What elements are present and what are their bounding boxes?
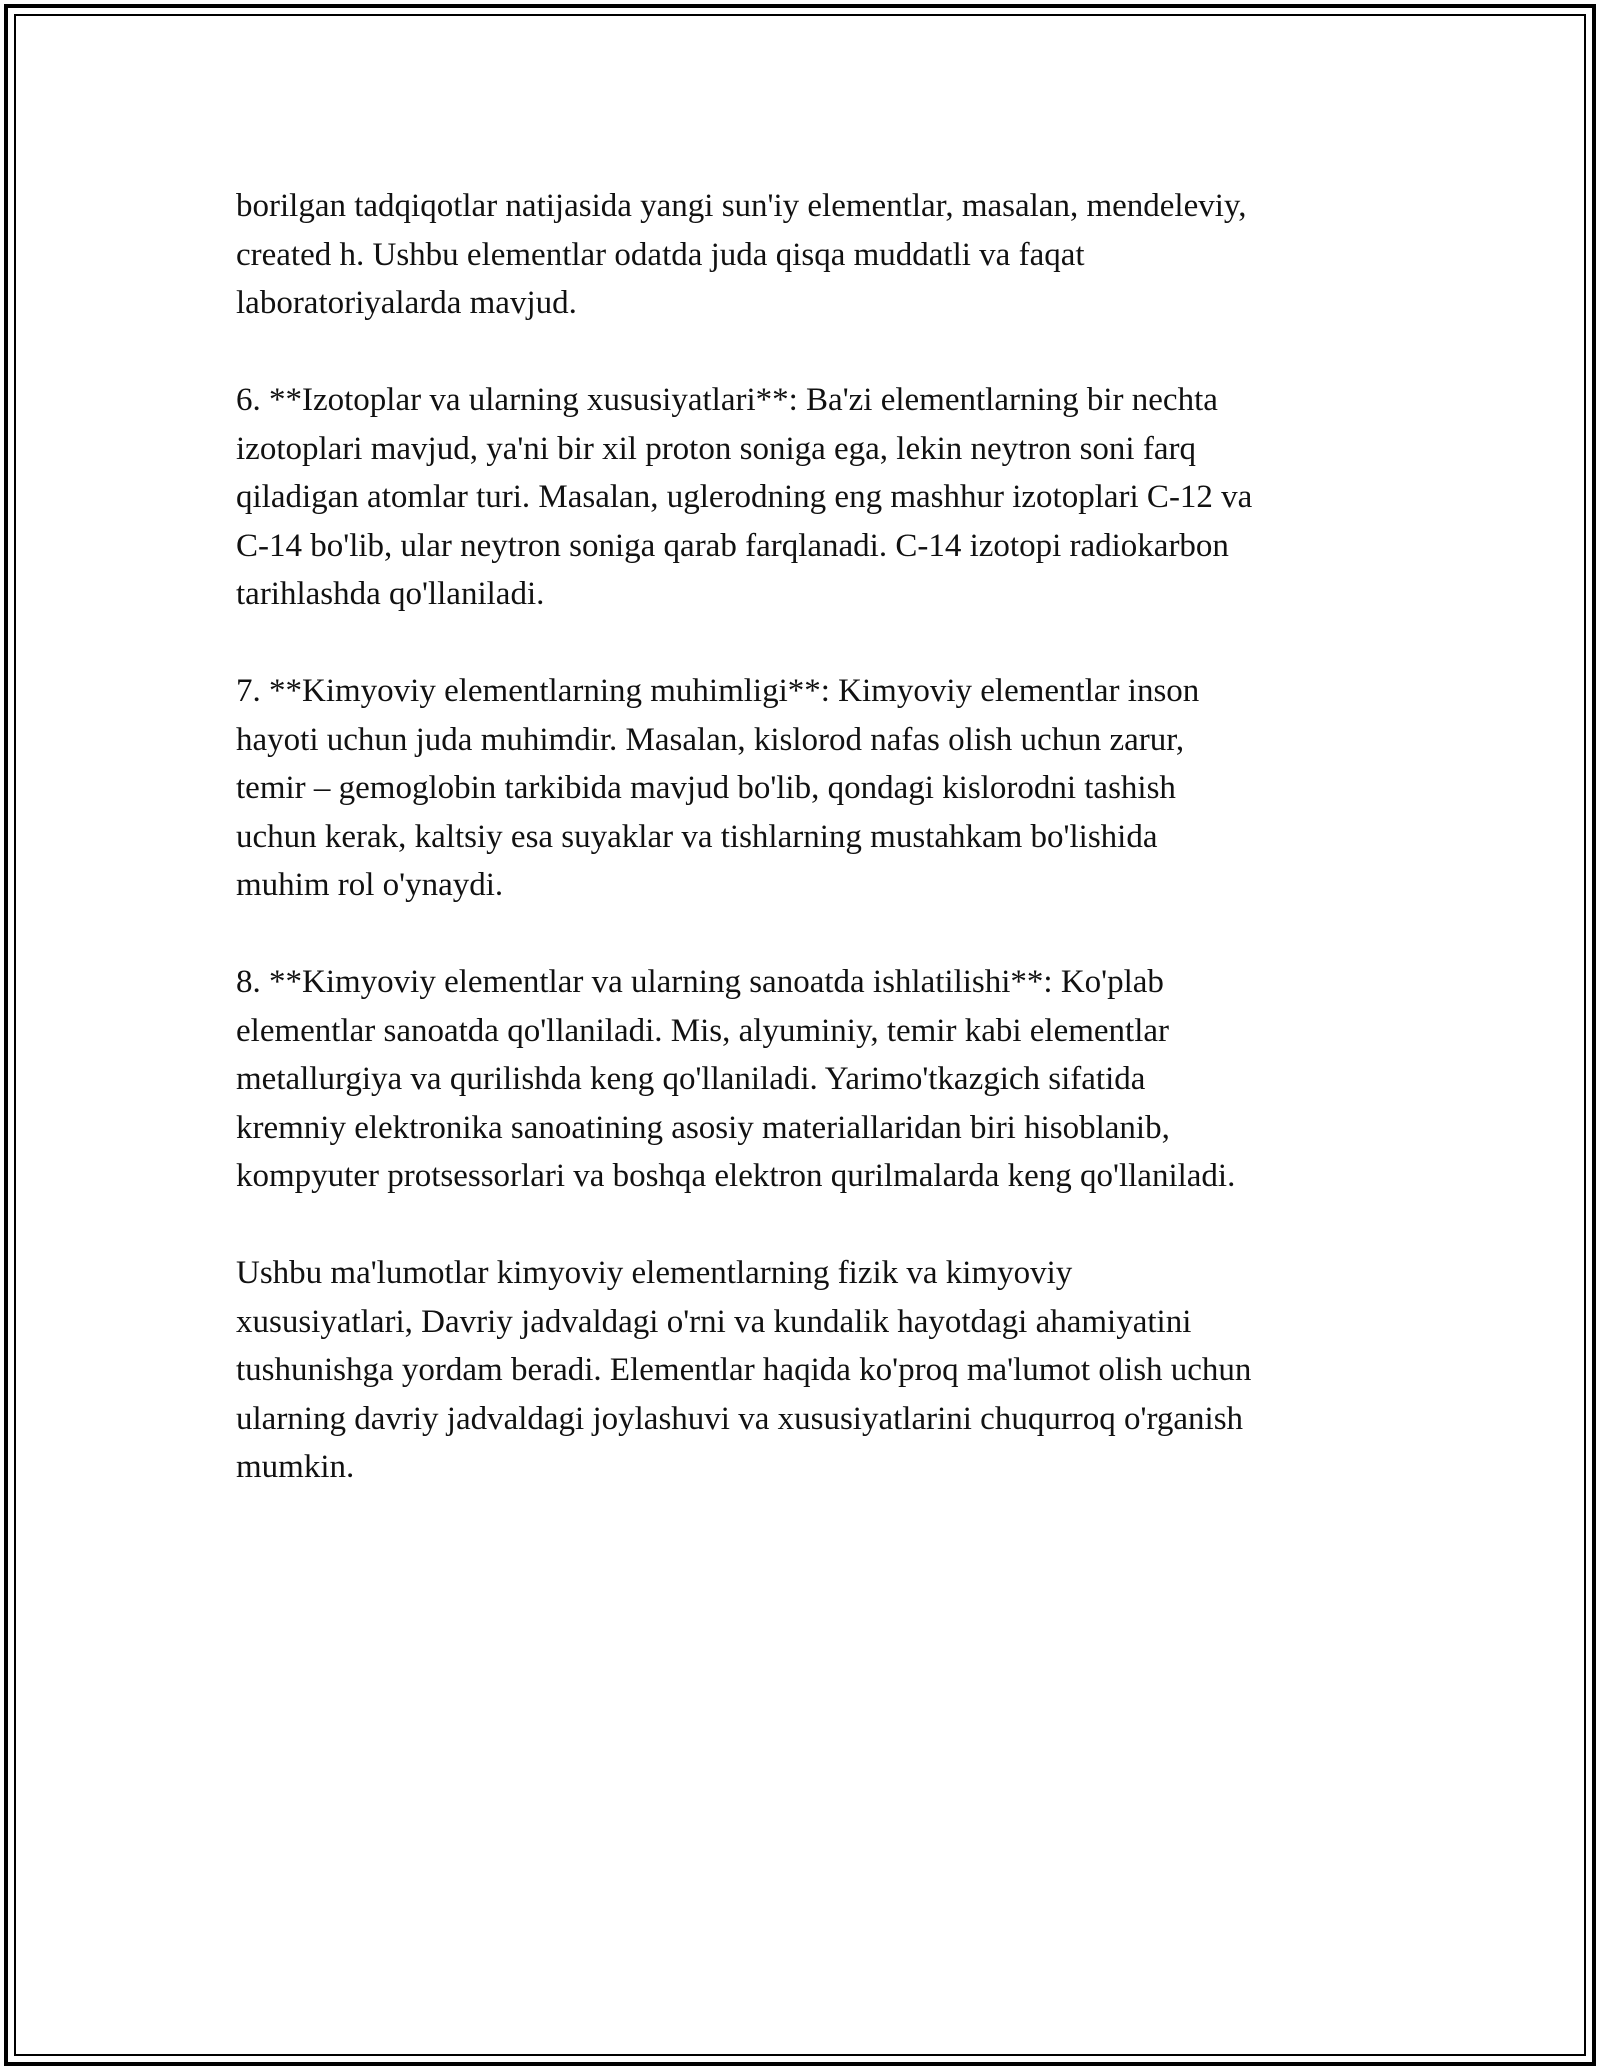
text-line: tarihlashda qo'llaniladi. [236, 576, 545, 612]
text-line: muhim rol o'ynaydi. [236, 867, 504, 903]
text-line: Ushbu ma'lumotlar kimyoviy elementlarning fizik va kimyoviy [236, 1255, 1073, 1291]
text-line: qiladigan atomlar turi. Masalan, uglerodning eng mashhur izotoplari C-12 va [236, 479, 1253, 515]
text-line: tushunishga yordam beradi. Elementlar haqida ko'proq ma'lumot olish uchun [236, 1352, 1252, 1388]
text-line: temir – gemoglobin tarkibida mavjud bo'lib, qondagi kislorodni tashish [236, 770, 1176, 806]
text-line: kompyuter protsessorlari va boshqa elektron qurilmalarda keng qo'llaniladi. [236, 1158, 1236, 1194]
paragraph-industry [236, 958, 1366, 1201]
text-line: 7. **Kimyoviy elementlarning muhimligi**: Kimyoviy elementlar inson [236, 673, 1200, 709]
text-line: 6. **Izotoplar va ularning xususiyatlari**: Ba'zi elementlarning bir nechta [236, 382, 1218, 418]
text-line: metallurgiya va qurilishda keng qo'llaniladi. Yarimo'tkazgich sifatida [236, 1061, 1146, 1097]
paragraph-isotopes [236, 376, 1366, 619]
text-line: izotoplari mavjud, ya'ni bir xil proton soniga ega, lekin neytron soni farq [236, 430, 1196, 467]
paragraph-importance [236, 667, 1366, 910]
text-line: kremniy elektronika sanoatining asosiy materiallaridan biri hisoblanib, [236, 1109, 1170, 1146]
text-line: created h. Ushbu elementlar odatda juda qisqa muddatli va faqat [236, 236, 1085, 273]
text-line: C-14 bo'lib, ular neytron soniga qarab farqlanadi. C-14 izotopi radiokarbon [236, 527, 1229, 564]
text-line: elementlar sanoatda qo'llaniladi. Mis, alyuminiy, temir kabi elementlar [236, 1012, 1170, 1049]
text-line: laboratoriyalarda mavjud. [236, 285, 577, 321]
text-line: xususiyatlari, Davriy jadvaldagi o'rni va kundalik hayotdagi ahamiyatini [236, 1303, 1192, 1340]
text-line: borilgan tadqiqotlar natijasida yangi sun'iy elementlar, masalan, mendeleviy, [236, 188, 1247, 224]
text-line: 8. **Kimyoviy elementlar va ularning sanoatda ishlatilishi**: Ko'plab [236, 964, 1164, 1000]
text-line: hayoti uchun juda muhimdir. Masalan, kislorod nafas olish uchun zarur, [236, 721, 1185, 758]
text-line: uchun kerak, kaltsiy esa suyaklar va tishlarning mustahkam bo'lishida [236, 818, 1158, 855]
paragraph-conclusion [236, 1249, 1366, 1492]
text-line: ularning davriy jadvaldagi joylashuvi va xususiyatlarini chuqurroq o'rganish [236, 1400, 1244, 1437]
paragraph-intro-continuation [236, 182, 1366, 328]
text-line: mumkin. [236, 1449, 355, 1485]
document-body [236, 182, 1366, 1540]
